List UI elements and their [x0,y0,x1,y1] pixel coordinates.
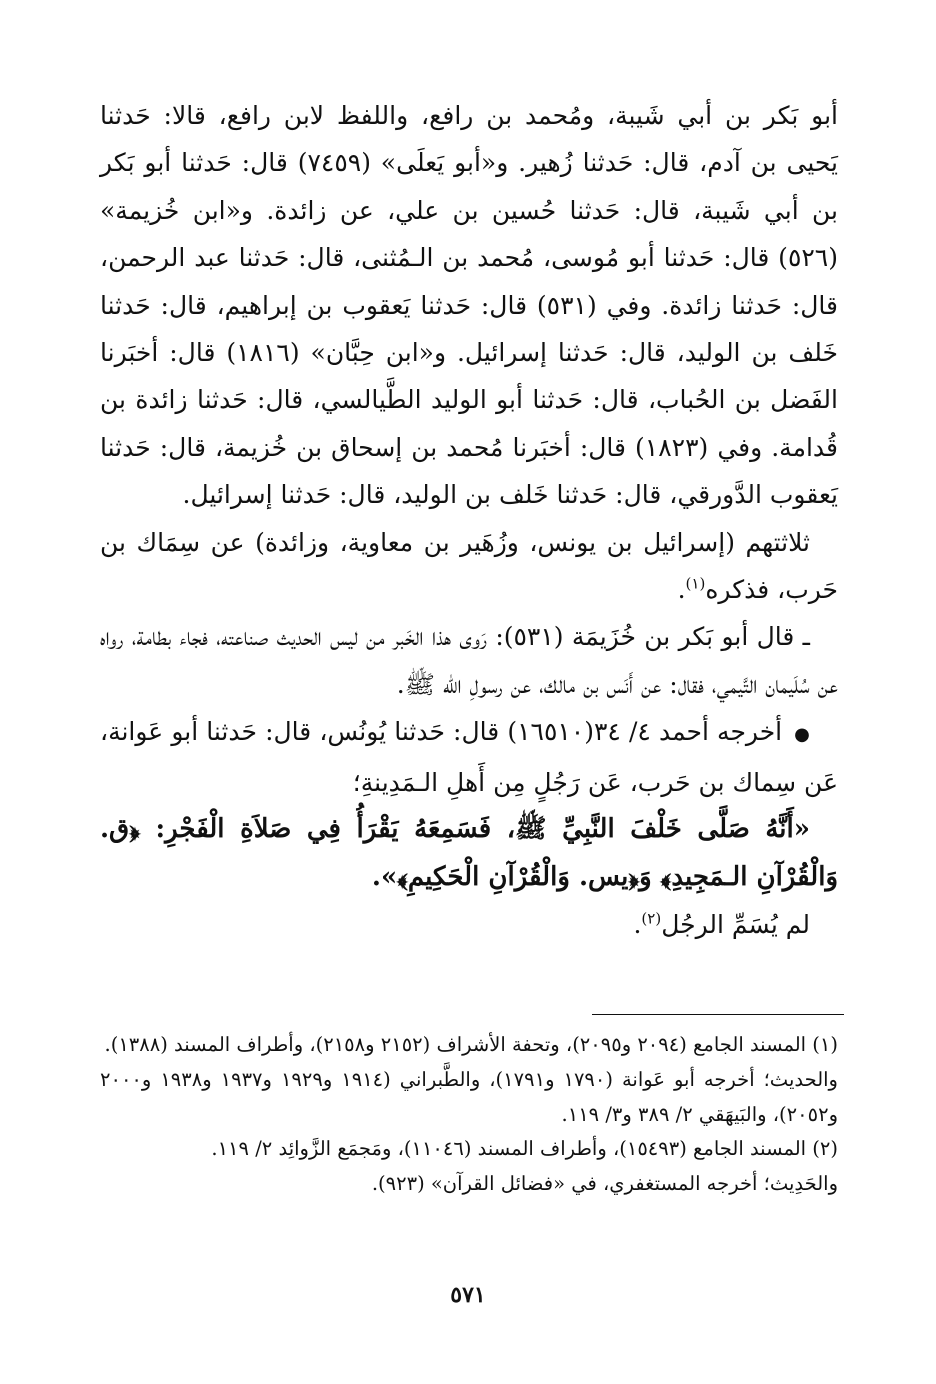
footnote-ref-2: (٢) [641,909,662,928]
paragraph-isnad: أبو بَكر بن أبي شَيبة، ومُحمد بن رافع، واللفظ لابن رافع، قالا: حَدثنا يَحيى بن آدم، قال: حَدثنا زُهير. و«أبو يَعلَى» (٧٤٥٩) قال: حَدثنا أبو بَكر بن أبي شَيبة، قال: حَدثنا حُسين بن علي، عن زائدة. و«ابن خُزيمة» (٥٢٦) قال: حَدثنا أبو مُوسى، مُحمد بن الـمُثنى، قال: حَدثنا عبد الرحمن، قال: حَدثنا زائدة. وفي (٥٣١) قال: حَدثنا يَعقوب بن إبراهيم، قال: حَدثنا خَلف بن الوليد، قال: حَدثنا إسرائيل. و«ابن حِبَّان» (١٨١٦) قال: أخبَرنا الفَضل بن الحُباب، قال: حَدثنا أبو الوليد الطَّيالسي، قال: حَدثنا زائدة بن قُدامة. وفي (١٨٢٣) قال: أخبَرنا مُحمد بن إسحاق بن خُزيمة، قال: حَدثنا يَعقوب الدَّورقي، قال: حَدثنا خَلف بن الوليد، قال: حَدثنا إسرائيل. [100,101,838,510]
footnote-divider [592,1014,844,1015]
footnotes [100,1028,838,1202]
hadith-text: «أَنَّهُ صَلَّى خَلْفَ النَّبِيِّ ﷺ، فَسَمِعَهُ يَقْرَأُ فِي صَلاَةِ الْفَجْرِ: ﴿ق. وَالْقُرْآنِ الـمَجِيدِ﴾ وَ﴿يس. وَالْقُرْآنِ الْحَكِيمِ﴾». [100,814,838,892]
bullet-icon: ● [794,724,810,746]
unnamed-man-text: لم يُسَمِّ الرجُل [661,909,810,939]
ahmad-text: أخرجه أحمد ٤/ ٣٤(١٦٥١٠) قال: حَدثنا يُونُس، قال: حَدثنا أبو عَوانة، عَن سِماك بن حَرب، عَن رَجُلٍ مِن أَهلِ الـمَدِينةِ؛ [100,717,838,797]
footnote-2: (٢) المسند الجامع (١٥٤٩٣)، وأطراف المسند (١١٠٤٦)، ومَجمَع الزَّوائِد ٢/ ١١٩. [211,1137,838,1161]
paragraph-ahmad [100,708,838,806]
footnote-1-hadith: والحديث؛ أخرجه أبو عَوانة (١٧٩٠ و١٧٩١)، والطَّبراني (١٩١٤ و١٩٢٩ و١٩٣٧ و١٩٣٨ و٢٠٠٠ و٢٠٥٢)، والبَيهَقي ٢/ ٣٨٩ و٣/ ١١٩. [100,1067,838,1126]
paragraph-unnamed-man [100,901,838,948]
footnote-2-hadith: والحَدِيث؛ أخرجه المستغفري، في «فضائل القرآن» (٩٢٣). [371,1172,838,1196]
summary-text: ثلاثتهم (إسرائيل بن يونس، وزُهَير بن معاوية، وزائدة) عن سِمَاك بن حَرب، فذكره [100,527,838,605]
footnote-ref-1: (١) [685,574,706,593]
paragraph-summary [100,519,838,614]
paragraph-ibn-khuzaymah: ـ قال أبو بَكر بن خُزَيمَة (٥٣١): رَوى هذا الخَبر من ليس الحديث صناعته، فجاء بطامة، رواه عن سُلَيمان التَّيمي، فقال: عن أَنَس بن مالك، عن رسولِ الله ﷺ. [100,622,838,699]
page-number: ٥٧١ [450,1282,486,1308]
footnote-1: (١) المسند الجامع (٢٠٩٤ و٢٠٩٥)، وتحفة الأشراف (٢١٥٢ و٢١٥٨)، وأطراف المسند (١٣٨٨). [104,1033,838,1056]
summary-end: . [677,575,686,605]
main-text [100,92,838,948]
unnamed-man-end: . [633,909,642,939]
